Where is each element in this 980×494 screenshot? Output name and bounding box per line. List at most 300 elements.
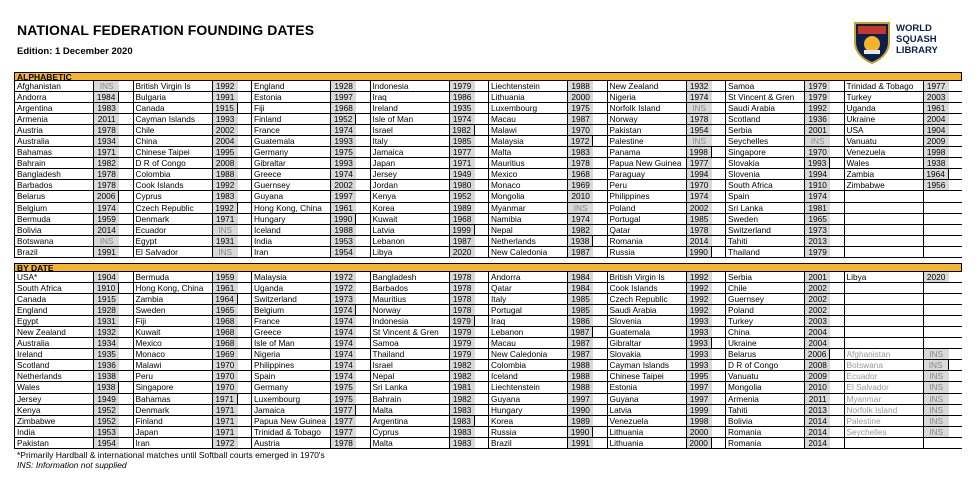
country-name: Belgium <box>251 305 330 315</box>
country-name: Palestine <box>607 136 686 146</box>
country-name: Finland <box>133 416 212 426</box>
table-row <box>14 427 133 438</box>
founding-year: 1993 <box>686 349 712 359</box>
country-name: Qatar <box>488 283 567 293</box>
country-name: Hong Kong, China <box>251 203 330 213</box>
table-row <box>133 225 252 236</box>
founding-year: 1974 <box>804 191 830 201</box>
country-name: Nigeria <box>607 92 686 102</box>
table-row <box>488 371 607 382</box>
table-row <box>133 203 252 214</box>
founding-year: 1979 <box>449 349 475 359</box>
founding-year: 1997 <box>686 382 712 392</box>
table-row <box>133 158 252 169</box>
founding-year: 1915 <box>212 103 238 113</box>
country-name: Sri Lanka <box>370 382 449 392</box>
founding-year: 1977 <box>330 427 356 437</box>
country-name: Latvia <box>370 225 449 235</box>
country-name: Belgium <box>14 203 93 213</box>
table-row <box>251 438 370 449</box>
table-row <box>607 427 726 438</box>
country-name: Venezuela <box>844 147 923 157</box>
table-row <box>725 405 844 416</box>
founding-year: 1973 <box>804 225 830 235</box>
country-name: Kenya <box>14 405 93 415</box>
table-row <box>251 405 370 416</box>
table-row <box>370 180 489 191</box>
founding-year: 1986 <box>449 92 475 102</box>
founding-year: 1979 <box>804 81 830 91</box>
table-row <box>844 272 963 283</box>
table-row <box>488 136 607 147</box>
country-name: Netherlands <box>488 236 567 246</box>
table-row <box>607 136 726 147</box>
founding-year: 1993 <box>686 338 712 348</box>
table-row <box>844 147 963 158</box>
table-row <box>370 371 489 382</box>
founding-year: 2001 <box>804 272 830 282</box>
country-name: Hungary <box>488 405 567 415</box>
table-row <box>14 438 133 449</box>
country-name: Iraq <box>370 92 449 102</box>
table-row <box>844 294 963 305</box>
country-name: Myanmar <box>844 394 923 404</box>
table-row <box>844 283 963 294</box>
table-row <box>251 214 370 225</box>
table-row <box>251 92 370 103</box>
founding-year: 1979 <box>804 247 830 257</box>
country-name: Zimbabwe <box>844 180 923 190</box>
table-row <box>251 136 370 147</box>
country-name: Ireland <box>14 349 93 359</box>
founding-year: INS <box>923 371 949 381</box>
logo-line-1: WORLD <box>896 23 932 34</box>
country-name: Portugal <box>488 305 567 315</box>
table-row <box>14 114 133 125</box>
country-name: Vanuatu <box>725 371 804 381</box>
table-row <box>133 272 252 283</box>
country-name: Indonesia <box>370 81 449 91</box>
table-row <box>133 327 252 338</box>
table-row <box>725 158 844 169</box>
founding-year: 1974 <box>686 191 712 201</box>
founding-year: INS <box>686 103 712 113</box>
table-row <box>370 283 489 294</box>
founding-year: 1983 <box>449 405 475 415</box>
table-row <box>844 103 963 114</box>
country-name: Philippines <box>251 360 330 370</box>
founding-year <box>923 327 949 337</box>
country-name: Bangladesh <box>14 169 93 179</box>
table-row <box>725 294 844 305</box>
table-row <box>14 349 133 360</box>
table-row <box>251 125 370 136</box>
founding-year: 1961 <box>212 283 238 293</box>
founding-year: 1974 <box>330 327 356 337</box>
table-row <box>488 180 607 191</box>
founding-year: 1974 <box>567 214 593 224</box>
country-name: Saudi Arabia <box>725 103 804 113</box>
founding-year: 1984 <box>93 92 119 102</box>
table-row <box>725 225 844 236</box>
table-row <box>844 214 963 225</box>
country-name: Guatemala <box>251 136 330 146</box>
founding-year: 1978 <box>686 225 712 235</box>
country-name: Papua New Guinea <box>607 158 686 168</box>
founding-year: 2014 <box>804 416 830 426</box>
table-row <box>844 427 963 438</box>
founding-year: 1993 <box>686 316 712 326</box>
country-name: Greece <box>251 327 330 337</box>
table-row <box>14 214 133 225</box>
founding-year <box>923 316 949 326</box>
table-row <box>133 338 252 349</box>
alphabetic-table <box>14 81 962 258</box>
table-row <box>14 272 133 283</box>
founding-year: 1978 <box>567 158 593 168</box>
table-row <box>488 114 607 125</box>
table-row <box>370 125 489 136</box>
country-name: Czech Republic <box>607 294 686 304</box>
table-row <box>725 416 844 427</box>
country-name: Thailand <box>370 349 449 359</box>
table-row <box>370 294 489 305</box>
founding-year: 1993 <box>686 360 712 370</box>
founding-year: 2002 <box>212 125 238 135</box>
country-name: Jordan <box>370 180 449 190</box>
country-name: Trinidad & Tobago <box>844 81 923 91</box>
founding-year: 1952 <box>330 114 356 124</box>
country-name: Lithuania <box>607 427 686 437</box>
table-row <box>370 427 489 438</box>
country-name: Ecuador <box>133 225 212 235</box>
table-row <box>488 394 607 405</box>
founding-year: INS <box>923 405 949 415</box>
table-row <box>133 382 252 393</box>
founding-year: 1997 <box>567 394 593 404</box>
founding-year: 1961 <box>330 203 356 213</box>
country-name: Kuwait <box>133 327 212 337</box>
country-name: Mexico <box>133 338 212 348</box>
country-name: Liechtenstein <box>488 81 567 91</box>
table-row <box>370 203 489 214</box>
table-row <box>725 169 844 180</box>
table-row <box>725 180 844 191</box>
page-title: NATIONAL FEDERATION FOUNDING DATES <box>17 22 315 38</box>
table-row <box>133 169 252 180</box>
table-row <box>488 191 607 202</box>
table-row <box>488 92 607 103</box>
country-name: Switzerland <box>251 294 330 304</box>
country-name: India <box>14 427 93 437</box>
table-row <box>251 236 370 247</box>
country-name: South Africa <box>14 283 93 293</box>
founding-year: 1993 <box>330 136 356 146</box>
country-name: Norway <box>607 114 686 124</box>
table-row <box>844 416 963 427</box>
founding-year: 1986 <box>567 316 593 326</box>
country-name: Qatar <box>607 225 686 235</box>
table-row <box>133 349 252 360</box>
table-row <box>844 394 963 405</box>
country-name: Greece <box>251 169 330 179</box>
founding-year: 1992 <box>686 305 712 315</box>
founding-year: 2008 <box>804 360 830 370</box>
country-name: France <box>251 316 330 326</box>
country-name: Bahamas <box>14 147 93 157</box>
table-row <box>133 136 252 147</box>
table-row <box>844 360 963 371</box>
country-name: Scotland <box>14 360 93 370</box>
table-row <box>844 191 963 202</box>
country-name: Argentina <box>370 416 449 426</box>
country-name: Ecuador <box>844 371 923 381</box>
country-name: Slovenia <box>607 316 686 326</box>
country-name: Norway <box>370 305 449 315</box>
country-name <box>844 316 923 326</box>
table-row <box>607 147 726 158</box>
table-row <box>844 169 963 180</box>
country-name: Papua New Guinea <box>251 416 330 426</box>
country-name <box>844 214 923 224</box>
founding-year: 1987 <box>567 338 593 348</box>
table-row <box>133 305 252 316</box>
country-name: Mexico <box>488 169 567 179</box>
country-name: Poland <box>725 305 804 315</box>
country-name: New Caledonia <box>488 247 567 257</box>
founding-year: 1975 <box>330 382 356 392</box>
founding-year: 1970 <box>686 180 712 190</box>
country-name: Jersey <box>14 394 93 404</box>
logo-line-3: LIBRARY <box>896 45 938 56</box>
founding-year: 1979 <box>449 327 475 337</box>
table-row <box>725 81 844 92</box>
founding-year: 1992 <box>212 81 238 91</box>
founding-year: 1988 <box>567 371 593 381</box>
table-row <box>607 371 726 382</box>
country-name: Estonia <box>251 92 330 102</box>
table-row <box>370 305 489 316</box>
country-name: Afghanistan <box>14 81 93 91</box>
table-row <box>488 305 607 316</box>
country-name: Philippines <box>607 191 686 201</box>
country-name <box>844 236 923 246</box>
table-row <box>251 247 370 258</box>
country-name: Cayman Islands <box>607 360 686 370</box>
table-row <box>488 416 607 427</box>
founding-year: 1956 <box>923 180 949 190</box>
founding-year: 1977 <box>923 81 949 91</box>
table-row <box>488 103 607 114</box>
founding-year: INS <box>212 247 238 257</box>
table-row <box>725 371 844 382</box>
table-row <box>370 169 489 180</box>
country-name: Namibia <box>488 214 567 224</box>
table-row <box>488 203 607 214</box>
founding-year: 2010 <box>804 382 830 392</box>
country-name: Guernsey <box>251 180 330 190</box>
table-row <box>370 81 489 92</box>
founding-year: 2003 <box>804 316 830 326</box>
table-row <box>14 294 133 305</box>
country-name: Colombia <box>488 360 567 370</box>
founding-year: 1982 <box>449 360 475 370</box>
table-row <box>370 225 489 236</box>
country-name <box>844 283 923 293</box>
founding-year: 1934 <box>93 338 119 348</box>
founding-year: 1991 <box>212 92 238 102</box>
founding-year: 1972 <box>330 272 356 282</box>
founding-year: INS <box>686 136 712 146</box>
table-row <box>488 81 607 92</box>
founding-year: 1928 <box>330 81 356 91</box>
table-row <box>133 316 252 327</box>
country-name: Uganda <box>251 283 330 293</box>
country-name: Ireland <box>370 103 449 113</box>
founding-year: 1985 <box>686 214 712 224</box>
country-name: El Salvador <box>133 247 212 257</box>
country-name: Bermuda <box>14 214 93 224</box>
country-name <box>844 294 923 304</box>
founding-year: 1987 <box>567 327 593 337</box>
founding-year: 1968 <box>212 338 238 348</box>
table-row <box>725 338 844 349</box>
country-name: Zimbabwe <box>14 416 93 426</box>
country-name: Tahiti <box>725 405 804 415</box>
country-name: Botswana <box>844 360 923 370</box>
founding-year: 1971 <box>93 147 119 157</box>
founding-year: INS <box>923 382 949 392</box>
founding-year: 1994 <box>686 169 712 179</box>
founding-year: 1961 <box>923 103 949 113</box>
founding-year: 1974 <box>686 92 712 102</box>
table-row <box>725 394 844 405</box>
founding-year: 1974 <box>330 338 356 348</box>
founding-year: 1928 <box>93 305 119 315</box>
table-row <box>607 294 726 305</box>
table-row <box>251 147 370 158</box>
table-row <box>607 272 726 283</box>
country-name: Poland <box>607 203 686 213</box>
country-name: Austria <box>251 438 330 448</box>
shield-icon <box>852 20 892 64</box>
country-name: Palestine <box>844 416 923 426</box>
table-row <box>370 272 489 283</box>
country-name: Macau <box>488 114 567 124</box>
country-name: Malta <box>370 405 449 415</box>
country-name: Seychelles <box>725 136 804 146</box>
table-row <box>725 147 844 158</box>
founding-year: 1982 <box>449 125 475 135</box>
country-name: Malta <box>488 147 567 157</box>
founding-year: 2013 <box>804 405 830 415</box>
table-row <box>251 349 370 360</box>
table-row <box>251 114 370 125</box>
table-row <box>725 316 844 327</box>
country-name: Chinese Taipei <box>607 371 686 381</box>
founding-year: 1972 <box>330 283 356 293</box>
country-name <box>844 305 923 315</box>
table-row <box>14 247 133 258</box>
founding-year: 2003 <box>923 92 949 102</box>
table-row <box>14 191 133 202</box>
country-name: Lebanon <box>370 236 449 246</box>
country-name: Sweden <box>133 305 212 315</box>
edition-date: Edition: 1 December 2020 <box>17 46 133 57</box>
country-name: Panama <box>607 147 686 157</box>
founding-year: 1980 <box>449 180 475 190</box>
founding-year: 2002 <box>804 283 830 293</box>
country-name: Malaysia <box>488 136 567 146</box>
country-name: Libya <box>844 272 923 282</box>
founding-year: 1974 <box>330 349 356 359</box>
founding-year: 1990 <box>567 405 593 415</box>
country-name: Monaco <box>488 180 567 190</box>
country-name: Iran <box>251 247 330 257</box>
founding-year: 1954 <box>93 438 119 448</box>
table-row <box>725 136 844 147</box>
founding-year: 1992 <box>804 103 830 113</box>
founding-year: 1990 <box>686 247 712 257</box>
table-row <box>725 114 844 125</box>
founding-year: 1992 <box>212 203 238 213</box>
founding-year: 1978 <box>93 125 119 135</box>
country-name: Paraguay <box>607 169 686 179</box>
table-row <box>607 338 726 349</box>
country-name: India <box>251 236 330 246</box>
country-name: China <box>133 136 212 146</box>
founding-year: 1954 <box>330 247 356 257</box>
country-name: Israel <box>370 125 449 135</box>
founding-year: 2014 <box>804 438 830 448</box>
table-row <box>488 316 607 327</box>
country-name: Saudi Arabia <box>607 305 686 315</box>
table-row <box>133 394 252 405</box>
founding-year: 2009 <box>923 136 949 146</box>
table-row <box>133 214 252 225</box>
table-row <box>607 236 726 247</box>
country-name: Thailand <box>725 247 804 257</box>
founding-year: 1989 <box>449 203 475 213</box>
founding-year: 1974 <box>330 316 356 326</box>
table-row <box>725 272 844 283</box>
founding-year: INS <box>923 394 949 404</box>
founding-year: 1974 <box>93 203 119 213</box>
country-name <box>844 225 923 235</box>
founding-year: 1938 <box>923 158 949 168</box>
table-row <box>14 236 133 247</box>
founding-year: 1993 <box>804 158 830 168</box>
founding-year: INS <box>923 427 949 437</box>
founding-year: 1975 <box>567 103 593 113</box>
table-row <box>488 214 607 225</box>
table-row <box>251 416 370 427</box>
table-row <box>14 394 133 405</box>
table-row <box>607 438 726 449</box>
country-name: Romania <box>725 438 804 448</box>
founding-year: INS <box>93 81 119 91</box>
table-row <box>133 114 252 125</box>
table-row <box>251 360 370 371</box>
founding-year: 1999 <box>686 405 712 415</box>
founding-year: 1978 <box>449 305 475 315</box>
founding-year: 1990 <box>330 214 356 224</box>
country-name: Malawi <box>488 125 567 135</box>
table-row <box>488 225 607 236</box>
table-row <box>607 180 726 191</box>
table-row <box>251 305 370 316</box>
country-name: Zambia <box>133 294 212 304</box>
